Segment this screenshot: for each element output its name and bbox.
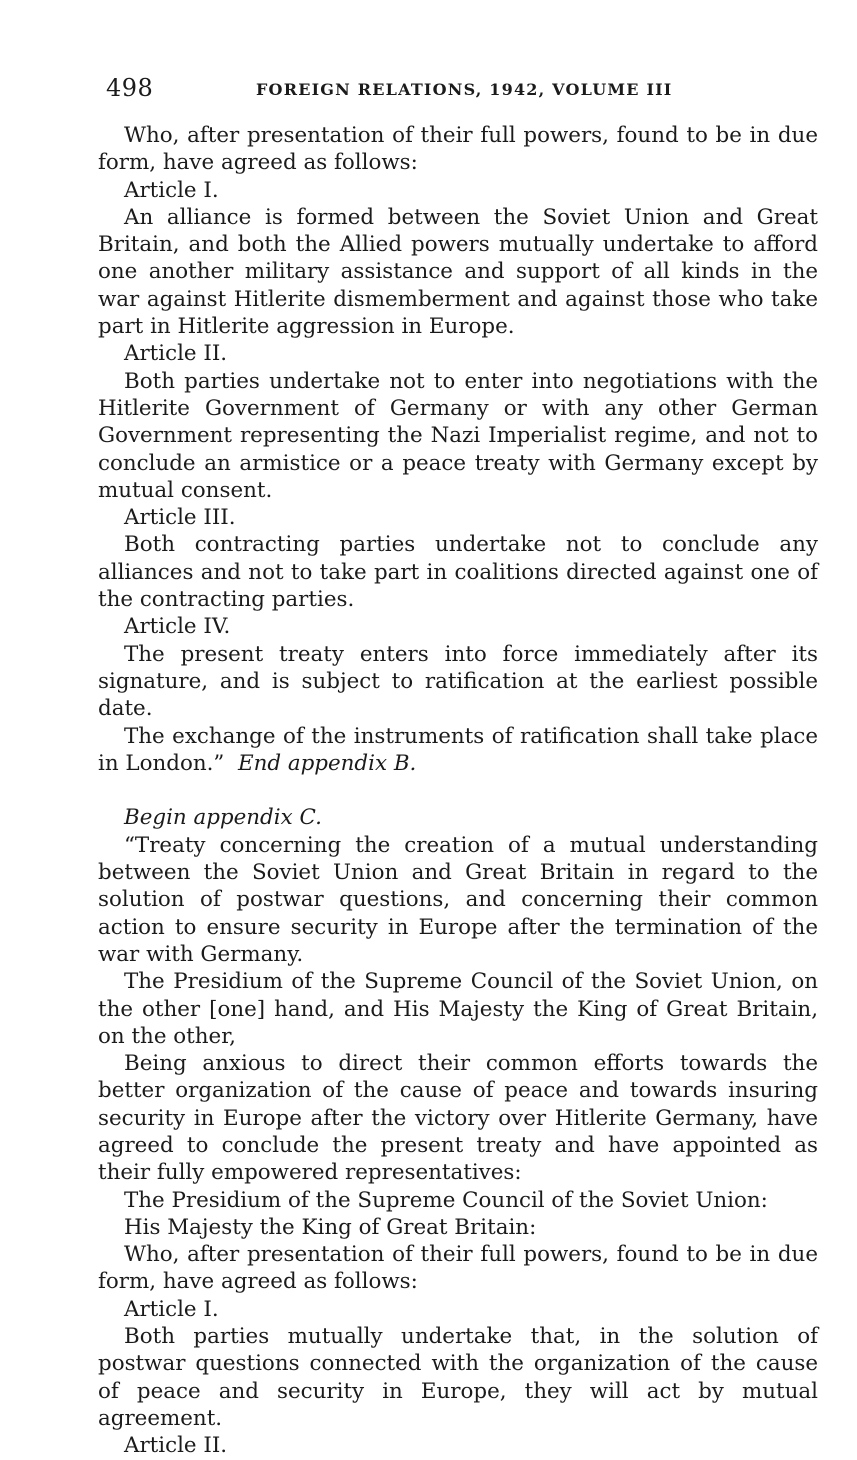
section-gap [98,777,818,804]
party-line: His Majesty the King of Great Britain: [124,1214,537,1240]
paragraph: Both parties undertake not to enter into negotiations with the Hitlerite Government of Germany or with any other German Government representing the Nazi Imperialist regime, and not to conclude an armistice or a peace treaty with Germany except by mutual consent. [98,368,818,503]
article-heading: Article II. [124,1433,228,1459]
party-line: The Presidium of the Supreme Council of the Soviet Union: [124,1187,768,1213]
article-heading: Article II. [124,341,228,367]
paragraph: The present treaty enters into force immediately after its signature, and is subject to ratification at the earliest possible date. [98,641,818,722]
article-heading: Article III. [124,505,236,531]
article-heading: Article I. [124,177,219,203]
paragraph: Both parties mutually undertake that, in the solution of postwar questions connected with the organization of the cause of peace and security in Europe, they will act by mutual agreement. [98,1324,818,1431]
paragraph: Both contracting parties undertake not to conclude any alliances and not to take part in coalitions directed against one of the contracting parties. [98,532,818,613]
body-text [98,122,818,1460]
article-heading: Article IV. [124,614,231,640]
page-header [106,74,806,104]
paragraph: An alliance is formed between the Soviet Union and Great Britain, and both the Allied powers mutually undertake to afford one another military assistance and support of all kinds in the war against Hitlerite dismemberment and against those who take part in Hitlerite aggression in Europe. [98,204,818,340]
paragraph: “Treaty concerning the creation of a mutual understanding between the Soviet Union and Great Britain in regard to the solution of postwar questions, and concerning their common action to ensure security in Europe after the termination of the war with Germany. [98,832,818,967]
paragraph-text: The exchange of the instruments of ratification shall take place in London.” [98,723,818,776]
page-number: 498 [106,74,154,102]
running-head: FOREIGN RELATIONS, 1942, VOLUME III [256,80,673,99]
paragraph-with-end-note [98,723,818,778]
appendix-heading-text: Begin appendix C. [124,805,322,831]
paragraph: The Presidium of the Supreme Council of the Soviet Union, on the other [one] hand, and His Majesty the King of Great Britain, on the other, [98,969,818,1049]
article-heading: Article I. [124,1296,219,1322]
paragraph: Who, after presentation of their full powers, found to be in due form, have agreed as follows: [98,123,818,176]
paragraph: Being anxious to direct their common efforts towards the better organization of the cause of peace and towards insuring security in Europe after the victory over Hitlerite Germany, have agreed to conclude the present treaty and have appointed as their fully empowered representatives: [98,1051,818,1186]
appendix-heading [98,804,818,831]
paragraph: Who, after presentation of their full powers, found to be in due form, have agreed as follows: [98,1242,818,1295]
end-appendix-note: End appendix B. [237,750,417,776]
